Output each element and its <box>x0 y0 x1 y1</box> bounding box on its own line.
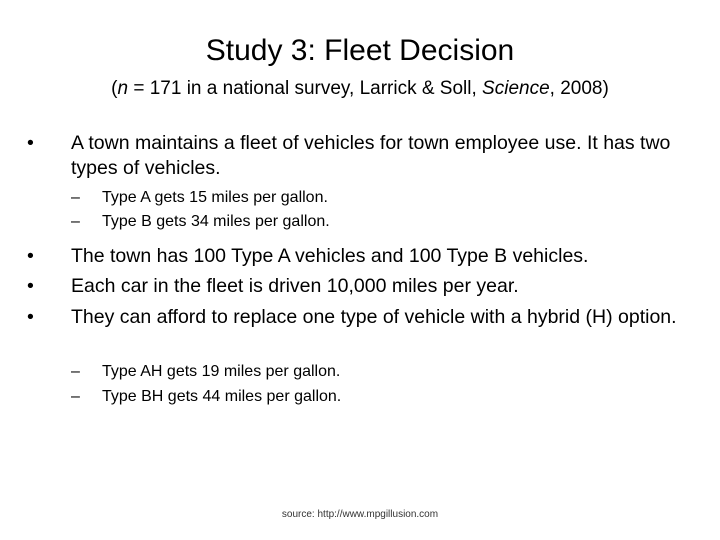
sub-bullet-item <box>71 361 691 382</box>
sub-bullet-text: Type A gets 15 miles per gallon. <box>102 189 328 206</box>
bullet-mark: • <box>27 132 34 154</box>
subtitle-part1: = 171 in a national survey, Larrick & Soll, <box>128 78 483 99</box>
sub-bullet-item <box>71 211 691 232</box>
bullet-text: Each car in the fleet is driven 10,000 miles per year. <box>71 275 519 297</box>
bullet-text: They can afford to replace one type of vehicle with a hybrid (H) option. <box>71 306 677 328</box>
bullet-mark: • <box>27 306 34 328</box>
bullet-mark: • <box>27 275 34 297</box>
subtitle-open: ( <box>111 78 118 99</box>
dash-mark: – <box>71 189 80 206</box>
dash-mark: – <box>71 213 80 230</box>
bullet-item <box>27 244 687 269</box>
bullet-item <box>27 305 687 330</box>
sub-bullet-text: Type BH gets 44 miles per gallon. <box>102 388 342 405</box>
bullet-text: A town maintains a fleet of vehicles for town employee use. It has two types of vehicles. <box>71 132 671 179</box>
bullet-item <box>27 274 687 299</box>
subtitle-journal: Science <box>482 78 550 99</box>
dash-mark: – <box>71 363 80 380</box>
slide-title: Study 3: Fleet Decision <box>205 34 515 67</box>
bullet-item <box>27 131 687 181</box>
subtitle-n: n <box>117 78 129 99</box>
sub-bullet-item <box>71 386 691 407</box>
subtitle-part2: , 2008) <box>549 78 609 99</box>
sub-bullet-text: Type AH gets 19 miles per gallon. <box>102 363 341 380</box>
sub-bullet-text: Type B gets 34 miles per gallon. <box>102 213 330 230</box>
bullet-text: The town has 100 Type A vehicles and 100 Type B vehicles. <box>71 245 589 267</box>
bullet-mark: • <box>27 245 34 267</box>
source-footnote: source: http://www.mpgillusion.com <box>281 509 439 520</box>
sub-bullet-item <box>71 187 691 208</box>
slide-subtitle <box>0 76 720 102</box>
dash-mark: – <box>71 388 80 405</box>
